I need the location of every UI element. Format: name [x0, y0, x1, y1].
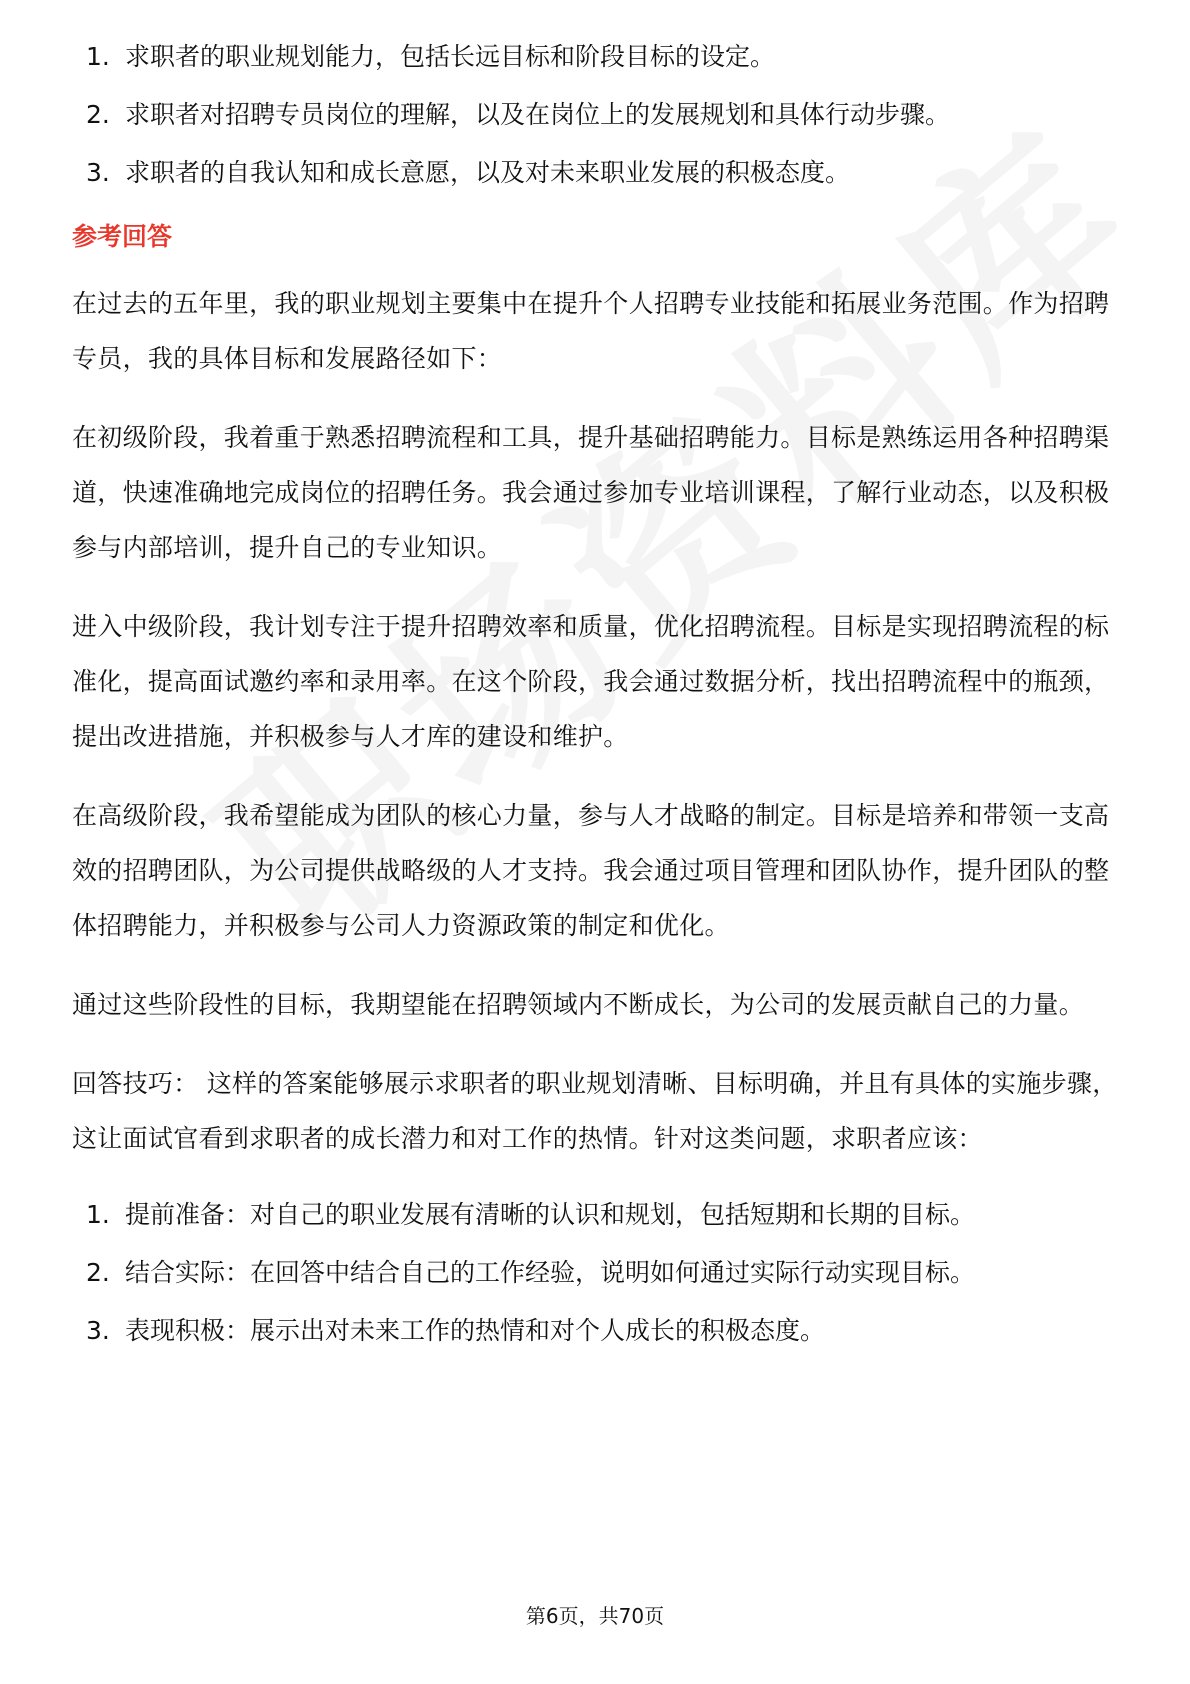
list-text: 提前准备：对自己的职业发展有清晰的认识和规划，包括短期和长期的目标。	[125, 1200, 976, 1229]
list-item	[72, 40, 1122, 74]
list-text: 求职者的职业规划能力，包括长远目标和阶段目标的设定。	[125, 42, 776, 71]
list-text: 结合实际：在回答中结合自己的工作经验，说明如何通过实际行动实现目标。	[125, 1258, 976, 1287]
page-content	[72, 40, 1122, 1372]
list-text: 表现积极：展示出对未来工作的热情和对个人成长的积极态度。	[125, 1316, 826, 1345]
answer-tips-paragraph: 回答技巧： 这样的答案能够展示求职者的职业规划清晰、目标明确，并且有具体的实施步骤，这让面试官看到求职者的成长潜力和对工作的热情。针对这类问题，求职者应该：	[72, 1069, 1118, 1153]
list-number: 3.	[86, 158, 110, 187]
list-number: 1.	[86, 1200, 110, 1229]
list-number: 2.	[86, 100, 110, 129]
intro-list	[72, 40, 1122, 190]
list-number: 3.	[86, 1316, 110, 1345]
section-title: 参考回答	[72, 222, 173, 251]
paragraph: 在高级阶段，我希望能成为团队的核心力量，参与人才战略的制定。目标是培养和带领一支高效的招聘团队，为公司提供战略级的人才支持。我会通过项目管理和团队协作，提升团队的整体招聘能力，并积极参与公司人力资源政策的制定和优化。	[72, 801, 1110, 940]
page-footer: 第6页，共70页	[525, 1604, 665, 1628]
list-number: 1.	[86, 42, 110, 71]
list-item	[72, 1256, 1122, 1290]
list-text: 求职者对招聘专员岗位的理解，以及在岗位上的发展规划和具体行动步骤。	[125, 100, 951, 129]
list-item	[72, 1314, 1122, 1348]
list-item	[72, 156, 1122, 190]
paragraph: 在初级阶段，我着重于熟悉招聘流程和工具，提升基础招聘能力。目标是熟练运用各种招聘渠道，快速准确地完成岗位的招聘任务。我会通过参加专业培训课程，了解行业动态，以及积极参与内部培训，提升自己的专业知识。	[72, 423, 1110, 562]
paragraph: 通过这些阶段性的目标，我期望能在招聘领域内不断成长，为公司的发展贡献自己的力量。	[72, 990, 1085, 1019]
list-number: 2.	[86, 1258, 110, 1287]
tips-list	[72, 1198, 1122, 1348]
paragraph: 在过去的五年里，我的职业规划主要集中在提升个人招聘专业技能和拓展业务范围。作为招聘专员，我的具体目标和发展路径如下：	[72, 289, 1110, 373]
list-text: 求职者的自我认知和成长意愿，以及对未来职业发展的积极态度。	[125, 158, 851, 187]
list-item	[72, 1198, 1122, 1232]
paragraph: 进入中级阶段，我计划专注于提升招聘效率和质量，优化招聘流程。目标是实现招聘流程的标准化，提高面试邀约率和录用率。在这个阶段，我会通过数据分析，找出招聘流程中的瓶颈，提出改进措施，并积极参与人才库的建设和维护。	[72, 612, 1110, 751]
list-item	[72, 98, 1122, 132]
